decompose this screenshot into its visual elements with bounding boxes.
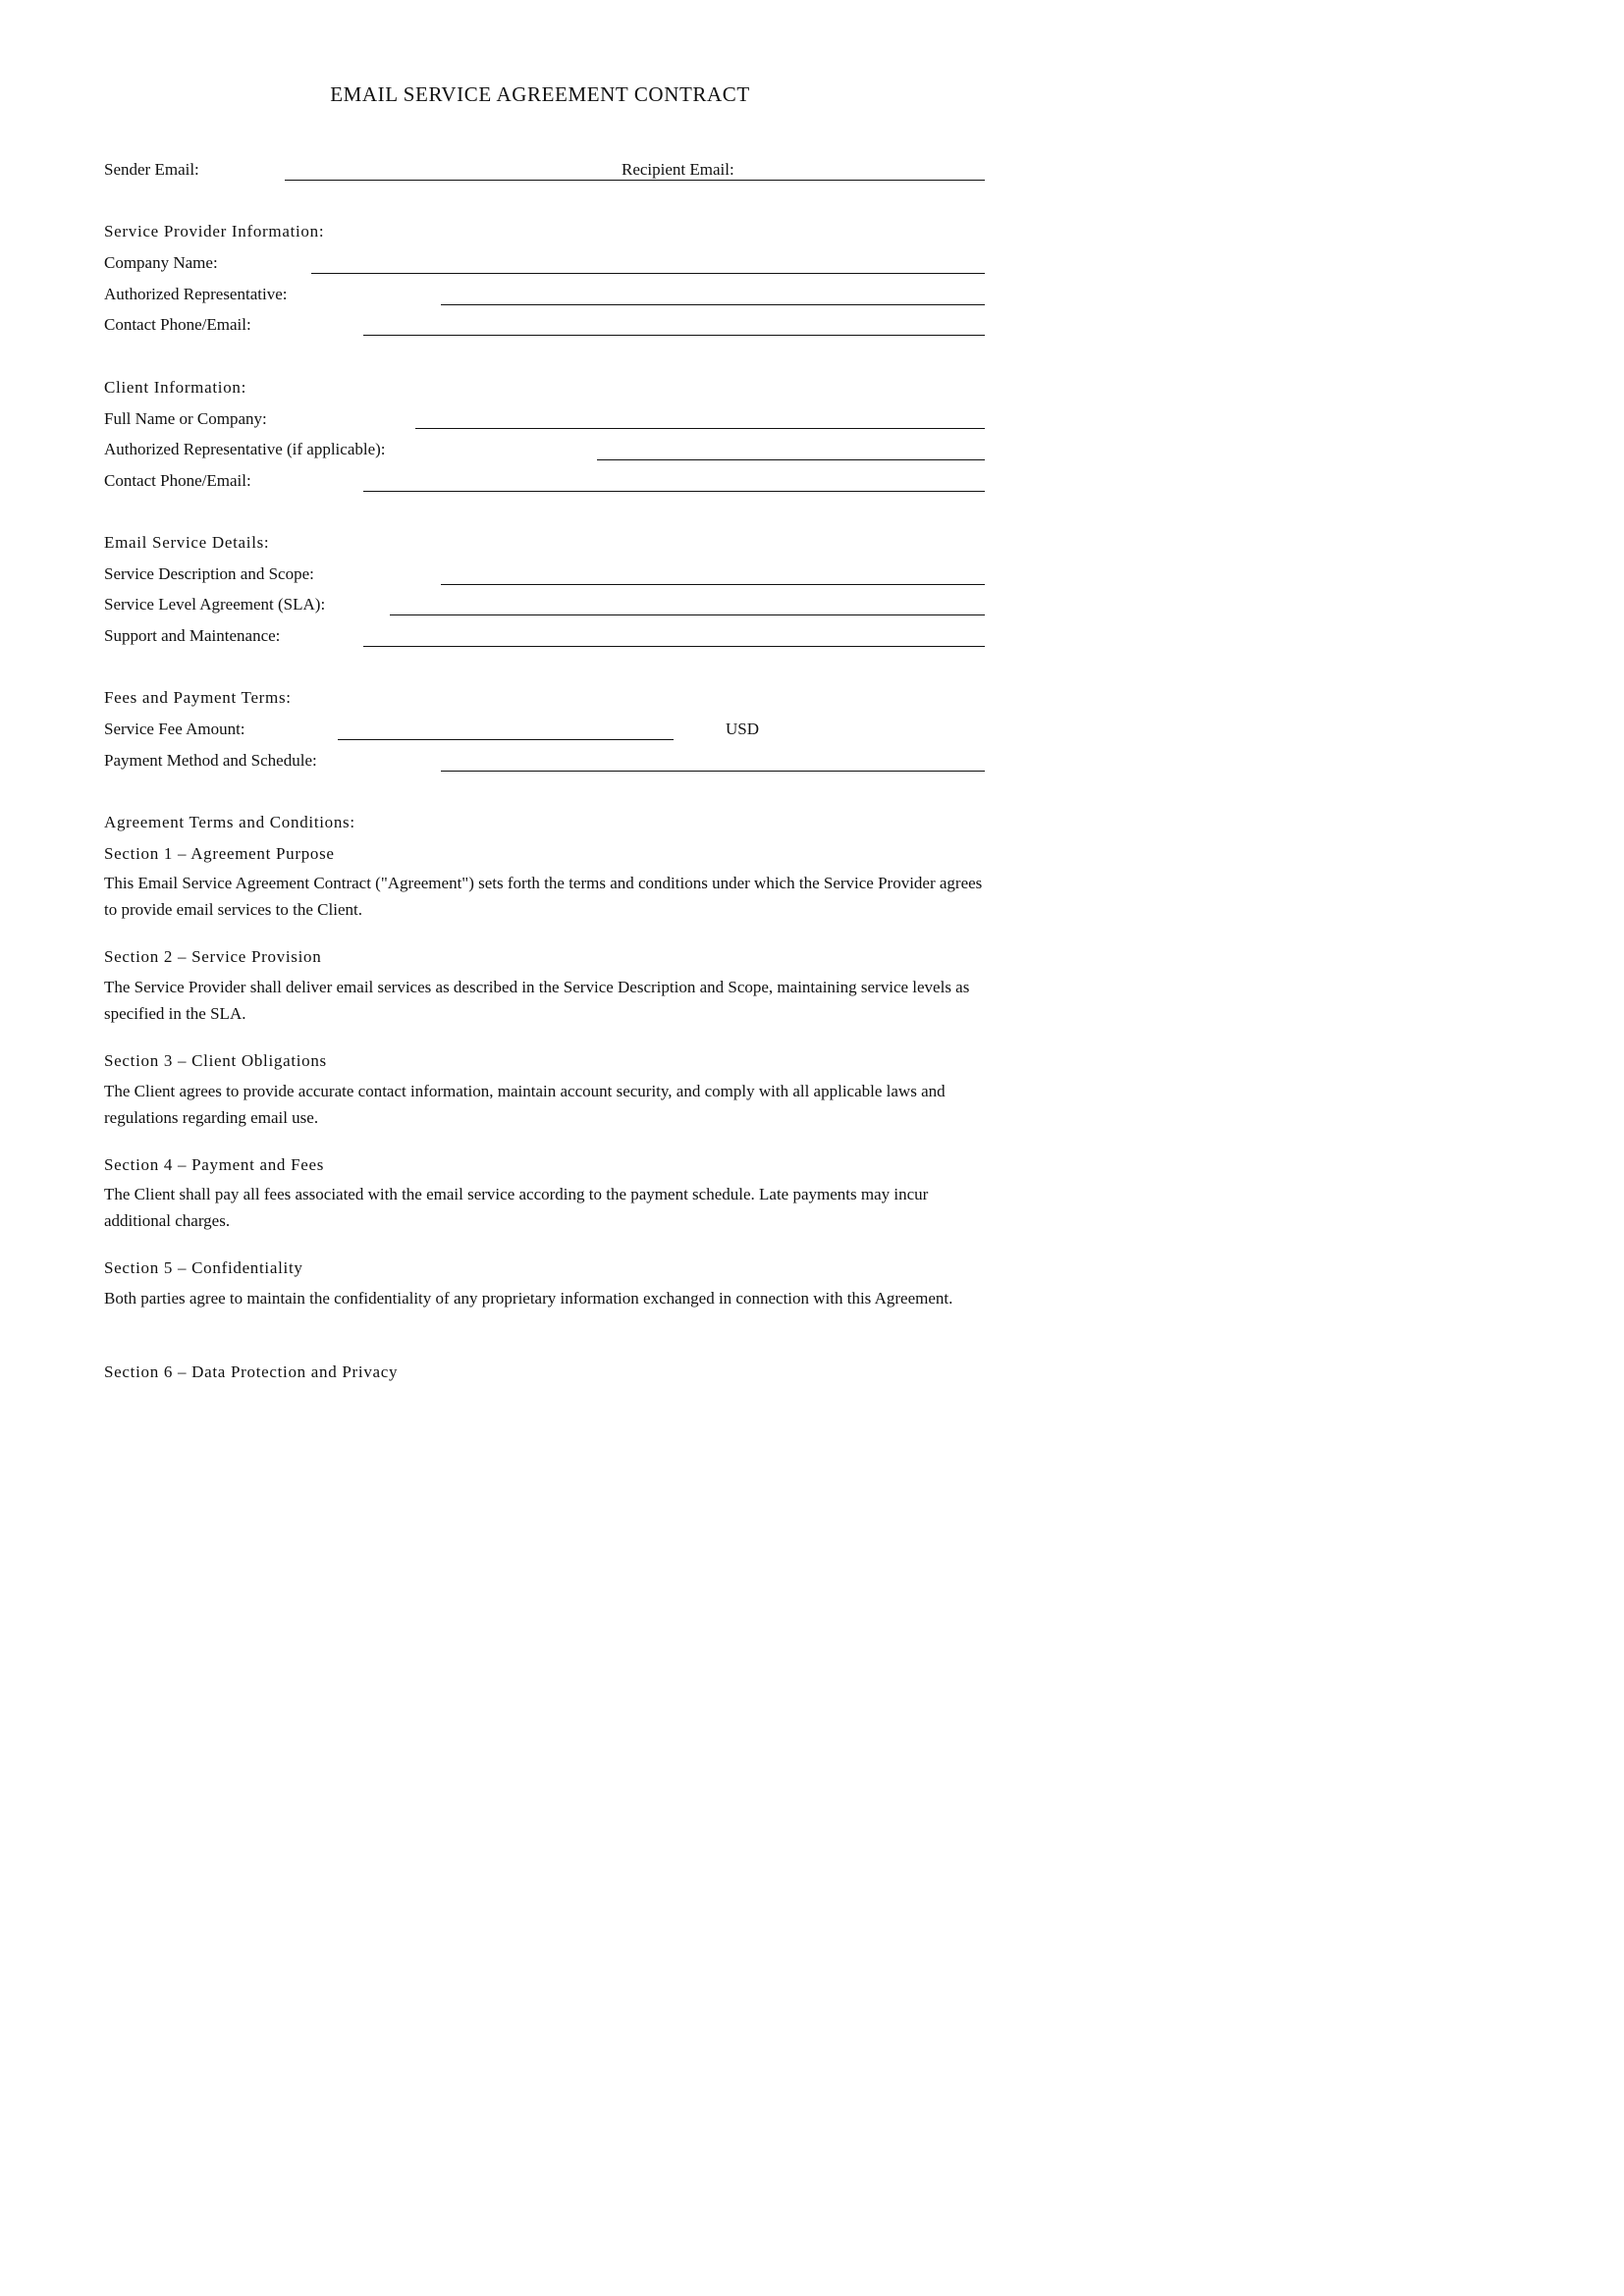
provider-contact-label: Contact Phone/Email: <box>104 315 251 334</box>
section-5-title: Section 5 – Confidentiality <box>104 1258 303 1277</box>
fees-section-heading: Fees and Payment Terms: <box>104 688 292 707</box>
recipient-email-label: Recipient Email: <box>622 160 734 179</box>
section-4-title: Section 4 – Payment and Fees <box>104 1155 325 1174</box>
section-1-title: Section 1 – Agreement Purpose <box>104 844 335 863</box>
section-4-body: The Client shall pay all fees associated with the email service according to the payment schedule. Late payments may incur additional charges. <box>104 1185 929 1230</box>
service-sla-field[interactable] <box>390 614 985 615</box>
client-authorized-rep-field[interactable] <box>597 459 985 460</box>
service-description-field[interactable] <box>441 584 985 585</box>
fee-amount-field[interactable] <box>338 739 674 740</box>
sender-email-label: Sender Email: <box>104 160 199 179</box>
section-5-body: Both parties agree to maintain the confidentiality of any proprietary information exchanged in connection with this Agreement. <box>104 1289 953 1308</box>
service-support-field[interactable] <box>363 646 985 647</box>
provider-authorized-rep-field[interactable] <box>441 304 985 305</box>
fee-currency-label: USD <box>726 720 760 738</box>
section-2-body: The Service Provider shall deliver email services as described in the Service Description and Scope, maintaining service levels as specified in the SLA. <box>104 978 970 1023</box>
service-support-label: Support and Maintenance: <box>104 626 281 645</box>
service-section-heading: Email Service Details: <box>104 533 270 552</box>
provider-company-name-label: Company Name: <box>104 253 218 272</box>
section-3-title: Section 3 – Client Obligations <box>104 1051 327 1070</box>
provider-company-name-field[interactable] <box>311 273 985 274</box>
payment-method-field[interactable] <box>441 771 985 772</box>
provider-contact-field[interactable] <box>363 335 985 336</box>
provider-authorized-rep-label: Authorized Representative: <box>104 285 288 303</box>
client-section-heading: Client Information: <box>104 378 247 397</box>
document-title: EMAIL SERVICE AGREEMENT CONTRACT <box>330 82 750 106</box>
section-1-body: This Email Service Agreement Contract ("Agreement") sets forth the terms and conditions under which the Service Provider agrees to provide email services to the Client. <box>104 874 983 919</box>
provider-section-heading: Service Provider Information: <box>104 222 325 240</box>
fee-amount-label: Service Fee Amount: <box>104 720 245 738</box>
client-contact-label: Contact Phone/Email: <box>104 471 251 490</box>
section-3-body: The Client agrees to provide accurate contact information, maintain account security, and comply with all applicable laws and regulations regarding email use. <box>104 1082 946 1127</box>
client-full-name-label: Full Name or Company: <box>104 409 267 428</box>
client-full-name-field[interactable] <box>415 428 985 429</box>
terms-section-heading: Agreement Terms and Conditions: <box>104 813 355 831</box>
contract-page <box>0 0 1080 1527</box>
client-contact-field[interactable] <box>363 491 985 492</box>
service-description-label: Service Description and Scope: <box>104 564 314 583</box>
section-2-title: Section 2 – Service Provision <box>104 947 322 966</box>
payment-method-label: Payment Method and Schedule: <box>104 751 317 770</box>
client-authorized-rep-label: Authorized Representative (if applicable): <box>104 440 386 458</box>
service-sla-label: Service Level Agreement (SLA): <box>104 595 326 614</box>
section-6-title: Section 6 – Data Protection and Privacy <box>104 1362 399 1381</box>
